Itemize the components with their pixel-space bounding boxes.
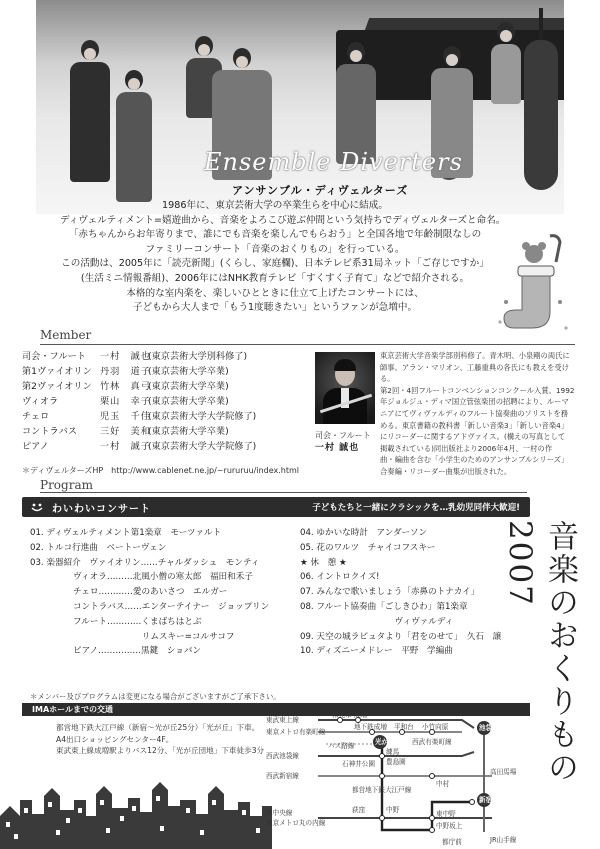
flutist-portrait <box>315 352 375 424</box>
program-item: 01. ディヴェルティメント第1楽章 モーツァルト <box>30 528 222 538</box>
program-item: リムスキー=コルサコフ <box>30 631 235 642</box>
program-item: 03. 楽器紹介 ヴァイオリン……チャルダッシュ モンティ <box>30 557 260 568</box>
map-line-label: 西武有楽町線 <box>412 738 452 746</box>
portrait-caption-role: 司会・フルート <box>315 431 371 440</box>
member-affiliation: (東京芸術大学別科修了) <box>148 351 248 362</box>
program-item: 06. イントロクイズ! <box>300 572 380 583</box>
program-intermission: ★ 休 憩 ★ <box>300 557 347 568</box>
member-affiliation: (東京芸術大学大学院修了) <box>148 441 257 452</box>
member-row <box>22 439 322 454</box>
intro-line: 1986年に、東京芸術大学の卒業生らを中心に結成。 <box>162 200 388 211</box>
program-item: 07. みんなで歌いましょう「赤鼻のトナカイ」 <box>300 587 480 598</box>
member-row <box>22 394 322 409</box>
map-line-label: 東武東上線 <box>266 716 299 724</box>
map-line-label: JR山手線 <box>490 836 517 844</box>
map-station-label: 和光市 <box>332 712 352 719</box>
member-row <box>22 379 322 394</box>
member-role: 第1ヴァイオリン <box>22 366 92 377</box>
member-name: 三好 美和 <box>100 426 151 437</box>
intro-line: ファミリーコンサート「音楽のおくりもの」を行っている。 <box>145 243 405 255</box>
program-item: 10. ディズニーメドレー 平野 学編曲 <box>300 646 453 657</box>
member-row <box>22 364 322 379</box>
map-station-label: 新宿 <box>479 796 493 804</box>
intro-line: この活動は、2005年に「読売新聞」(くらし、家庭欄)、日本テレビ系31局ネット「ご存じですか」 <box>61 258 489 270</box>
member-name: 竹林 真弓 <box>100 381 151 392</box>
member-name: 栗山 幸子 <box>100 396 151 407</box>
program-heading: Program <box>40 478 93 492</box>
member-name: 丹羽 道子 <box>100 366 151 377</box>
intro-line: 子どもから大人まで「もう1度聴きたい」というファンが急増中。 <box>132 302 418 314</box>
vertical-event-title: 音楽のおくりもの2007 <box>502 520 578 784</box>
map-station-label: 石神井公園 <box>342 760 375 768</box>
program-item: 04. ゆかいな時計 アンダーソン <box>300 528 428 538</box>
member-role: チェロ <box>22 411 50 422</box>
bio-line: ニアにてヴィヴァルディのフルート協奏曲のソリストを務 <box>380 408 569 418</box>
bio-line: 年ジョルジュ・ディマ国立管弦楽団の招聘により、ルーマ <box>380 397 569 407</box>
program-item: 08. フルート協奏曲「ごしきひわ」第1楽章 <box>300 601 468 612</box>
bio-line: 師事。アラン・マリオン、工藤重典の各氏にも教えを受ける。 <box>380 362 570 384</box>
bio-line: 曲・編曲を含む「小学生のためのアンサンブルシリーズ」 <box>380 455 569 465</box>
program-list-right <box>300 526 530 659</box>
member-name: 児玉 千佳 <box>100 411 151 422</box>
ensemble-logo-script: Ensemble Diverters <box>204 148 463 176</box>
access-directions <box>56 722 266 757</box>
map-station-label: 東中野 <box>436 810 456 818</box>
program-item: チェロ…………愛のあいさつ エルガー <box>30 587 228 598</box>
bio-line: 第2回・4回フルートコンベンションコンクール入賞。1992 <box>380 385 575 395</box>
member-list <box>22 349 322 454</box>
bio-line: 合奏編・リコーダー曲集が出版された。 <box>380 466 512 476</box>
map-station-label: 中野坂上 <box>436 822 463 830</box>
program-list-left <box>30 526 300 659</box>
member-row <box>22 349 322 364</box>
access-heading: IMAホールまでの交通 <box>22 703 530 716</box>
intro-line: (生活ミニ情報番組)、2006年にはNHK教育テレビ「すくすく子育て」などで紹介される。 <box>80 272 470 284</box>
intro-line: 本格的な室内楽を、楽しいひとときに仕立て上げたコンサートには、 <box>126 287 424 299</box>
member-row <box>22 409 322 424</box>
access-line: 東武東上線成増駅よりバス12分、「光が丘団地」下車徒歩3分 <box>56 746 265 755</box>
access-line: 都営地下鉄大江戸線（新宿〜光が丘25分）「光が丘」下車。 <box>56 723 260 732</box>
map-station-label: 荻窪 <box>352 806 366 814</box>
member-role: 第2ヴァイオリン <box>22 381 92 392</box>
stocking-bear-decoration <box>492 232 572 342</box>
program-item: 02. トルコ行進曲 ベートーヴェン <box>30 542 167 553</box>
member-name: 一村 誠也 <box>100 351 151 362</box>
member-role: ヴィオラ <box>22 396 59 407</box>
program-change-note: ＊メンバー及びプログラムは変更になる場合がございますがご了承下さい。 <box>30 692 281 701</box>
map-line-label: バス路線 <box>328 742 355 750</box>
map-station-label: 小竹向原 <box>422 723 449 731</box>
town-skyline-illustration <box>0 770 280 849</box>
program-item: ピアノ……………黒鍵 ショパン <box>30 646 202 657</box>
smile-icon <box>30 502 44 512</box>
member-row <box>22 424 322 439</box>
map-station-label: 光が丘 <box>375 738 395 746</box>
map-station-label: 中村 <box>436 780 450 788</box>
member-affiliation: (東京芸術大学卒業) <box>148 396 229 407</box>
concert-title: わいわいコンサート <box>52 503 151 515</box>
program-divider <box>40 492 527 493</box>
map-station-label: 練馬 <box>386 748 400 756</box>
map-station-label: 豊島園 <box>386 758 406 766</box>
member-affiliation: (東京芸術大学卒業) <box>148 381 229 392</box>
bio-line: 掲載されている)同出版社より2006年4月、一村の作 <box>380 443 552 453</box>
map-station-label: 中野 <box>386 806 400 814</box>
intro-line: 「赤ちゃんからお年寄りまで、誰にでも音楽を楽しんでもらおう」と全国各地で年齢制限なしの <box>68 229 482 241</box>
intro-text <box>60 199 506 316</box>
map-station-label: 池袋 <box>479 724 493 732</box>
member-affiliation: (東京芸術大学卒業) <box>148 366 229 377</box>
intro-line: ディヴェルティメント=嬉遊曲から、音楽をよろこび遊ぶ仲間という気持ちでディヴェルターズと命名。 <box>60 214 506 226</box>
map-line-label: 東京メトロ有楽町線 <box>266 728 326 736</box>
map-station-label: 都庁前 <box>442 838 462 846</box>
homepage-link[interactable]: ＊ディヴェルターズHP http://www.cablenet.ne.jp/~rururuu/index.html <box>22 466 300 475</box>
map-line-label: 西武新宿線 <box>266 772 299 780</box>
map-station-label: 高田馬場 <box>490 768 517 776</box>
program-item: フルート…………くまばちはとぶ <box>30 616 202 627</box>
map-station-label: 地下鉄成増 <box>354 723 387 731</box>
concert-tagline: 子どもたちと一緒にクラシックを…乳幼児同伴大歓迎! <box>312 503 520 513</box>
member-role: ピアノ <box>22 441 49 452</box>
member-affiliation: (東京芸術大学大学院修了) <box>148 411 257 422</box>
map-line-label: JR中央線 <box>266 809 293 817</box>
ensemble-name-kana: アンサンブル・ディヴェルターズ <box>232 184 409 197</box>
member-role: コントラバス <box>22 426 78 437</box>
bio-line: める。東京書籍の教科書「新しい音楽3」「新しい音楽4」 <box>380 420 569 430</box>
access-line: A4出口ショッピングセンター4F。 <box>56 734 174 744</box>
member-divider <box>40 344 575 345</box>
map-station-label: 成増 <box>354 712 368 719</box>
member-affiliation: (東京芸術大学卒業) <box>148 426 229 437</box>
program-item: ヴィオラ………北風小僧の寒太郎 福田和禾子 <box>30 572 253 583</box>
bio-line: 東京芸術大学音楽学部別科修了。青木明、小泉剛の両氏に <box>380 351 570 360</box>
member-role: 司会・フルート <box>22 351 86 362</box>
map-line-label: 西武池袋線 <box>266 752 299 760</box>
member-name: 一村 誠子 <box>100 441 151 452</box>
bio-line: にリコーダーに関するアドヴァイス。(構えの写真として <box>380 432 566 442</box>
concert-banner <box>22 497 530 517</box>
program-item: コントラバス……エンターテイナー ジョップリン <box>30 601 270 612</box>
program-item: 05. 花のワルツ チャイコフスキー <box>300 542 436 553</box>
member-heading: Member <box>40 328 92 342</box>
route-map <box>262 712 532 849</box>
program-item: 09. 天空の城ラピュタより「君をのせて」 久石 譲 <box>300 631 502 642</box>
map-line-label: 東京メトロ丸の内線 <box>266 819 326 827</box>
program-item: ヴィヴァルディ <box>300 616 454 627</box>
map-station-label: 平和台 <box>394 723 414 731</box>
map-line-label: 都営地下鉄大江戸線 <box>352 786 412 794</box>
flutist-biography <box>380 350 580 478</box>
portrait-caption-name: 一村 誠也 <box>315 443 360 453</box>
